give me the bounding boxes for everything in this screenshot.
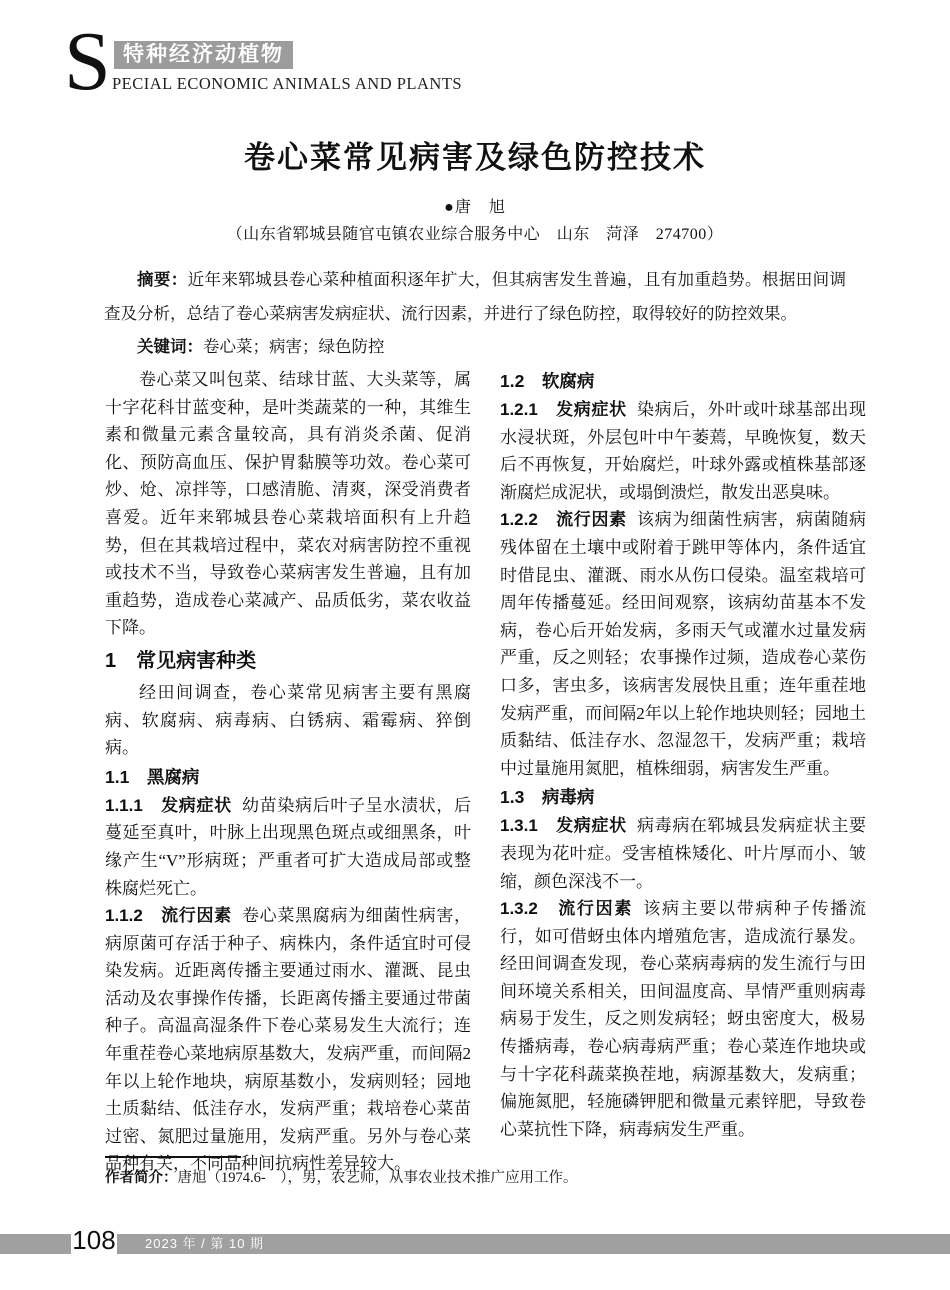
issue-label: 2023 年 / 第 10 期 xyxy=(145,1236,265,1251)
section-1-heading: 1 常见病害种类 xyxy=(105,649,257,672)
intro-paragraph: 卷心菜又叫包菜、结球甘蓝、大头菜等，属十字花科甘蓝变种，是叶类蔬菜的一种，其维生素和微量元素含量较高，具有消炎杀菌、促消化、预防高血压、保护胃黏膜等功效。卷心菜可炒、炝、凉拌等，口感清脆、清爽，深受消费者喜爱。近年来郓城县卷心菜栽培面积有上升趋势，但在其栽培过程中，菜农对病害防控不重视或技术不当，导致卷心菜病害发生普遍，且有加重趋势，造成卷心菜减产、品质低劣，菜农收益下降。 xyxy=(105,370,471,638)
paragraph-1-3-2-text: 该病主要以带病种子传播流行，如可借蚜虫体内增殖危害，造成流行暴发。经田间调查发现，卷心菜病毒病的发生流行与田间环境关系相关，田间温度高、旱情严重则病毒病易于发生，反之则发病轻；蚜虫密度大，极易传播病毒，卷心病毒病严重；卷心菜连作地块或与十字花科蔬菜换茬地，病源基数大，发病重；偏施氮肥，轻施磷钾肥和微量元素锌肥，导致卷心菜抗性下降，病毒病发生严重。 xyxy=(500,899,866,1139)
abstract-paragraph xyxy=(104,263,846,330)
page-footer xyxy=(0,1225,950,1255)
paragraph-1-3-2 xyxy=(500,895,866,1143)
paragraph-1-1-1-label: 1.1.1 发病症状 xyxy=(105,795,232,815)
paragraph-1-2-2-label: 1.2.2 流行因素 xyxy=(500,510,627,530)
page-number: 108 xyxy=(72,1225,116,1255)
journal-name-en: PECIAL ECONOMIC ANIMALS AND PLANTS xyxy=(112,74,463,93)
column-right xyxy=(500,366,866,1143)
paragraph-1-1-2-label: 1.1.2 流行因素 xyxy=(105,906,232,926)
paragraph-1-1-2 xyxy=(105,902,471,1178)
paragraph-1-2-2 xyxy=(500,506,866,782)
paragraph-1-3-2-label: 1.3.2 流行因素 xyxy=(500,899,634,919)
paragraph-1-2-2-text: 该病为细菌性病害，病菌随病残体留在土壤中或附着于跳甲等体内，条件适宜时借昆虫、灌溉、雨水从伤口侵染。温室栽培可周年传播蔓延。经田间观察，该病幼苗基本不发病，卷心后开始发病，多雨天气或灌水过量发病严重，反之则轻；农事操作过频，造成卷心菜伤口多，害虫多，该病害发展快且重；连年重茬地发病严重，而间隔2年以上轮作地块则轻；园地土质黏结、低洼存水、忽湿忽干，发病严重；栽培中过量施用氮肥，植株细弱，病害发生严重。 xyxy=(500,510,866,778)
paragraph-1-3-1 xyxy=(500,812,866,895)
column-left xyxy=(105,366,471,1178)
paragraph-1-2-1-text: 染病后，外叶或叶球基部出现水浸状斑，外层包叶中午萎蔫，早晚恢复，数天后不再恢复，开始腐烂，叶球外露或植株基部逐渐腐烂成泥状，或塌倒溃烂，散发出恶臭味。 xyxy=(500,400,866,502)
author-name: 唐 旭 xyxy=(454,199,506,216)
author-bio-label: 作者简介： xyxy=(105,1170,178,1186)
journal-initial-letter: S xyxy=(64,15,111,108)
keywords-text: 卷心菜；病害；绿色防控 xyxy=(203,337,385,356)
keywords-paragraph xyxy=(104,330,846,364)
abstract-block xyxy=(104,263,846,364)
paragraph-1-3-1-label: 1.3.1 发病症状 xyxy=(500,816,627,836)
paragraph-1-1-1-text: 幼苗染病后叶子呈水渍状，后蔓延至真叶，叶脉上出现黑色斑点或细黑条，叶缘产生“V”形病斑；严重者可扩大造成局部或整株腐烂死亡。 xyxy=(105,795,471,898)
paragraph-1-1-1 xyxy=(105,792,471,902)
author-bio-text: 唐旭（1974.6- ），男，农艺师，从事农业技术推广应用工作。 xyxy=(177,1170,578,1186)
author-bio-footnote xyxy=(105,1166,625,1190)
footer-bar-right xyxy=(117,1234,950,1254)
journal-name-cn-badge: 特种经济动植物 xyxy=(114,41,293,69)
author-bullet-icon: ● xyxy=(444,199,455,216)
article-title: 卷心菜常见病害及绿色防控技术 xyxy=(244,140,706,175)
section-1-3-heading: 1.3 病毒病 xyxy=(500,787,595,808)
paragraph-1-2-1 xyxy=(500,396,866,506)
affiliation: （山东省郓城县随官屯镇农业综合服务中心 山东 菏泽 274700） xyxy=(226,226,724,243)
paragraph-1-3-1-text: 病毒病在郓城县发病症状主要表现为花叶症。受害植株矮化、叶片厚而小、皱缩，颜色深浅不一。 xyxy=(500,816,866,891)
author-line xyxy=(0,194,950,217)
section-1-2-heading: 1.2 软腐病 xyxy=(500,371,595,391)
keywords-label: 关键词： xyxy=(137,338,203,356)
paragraph-1-1-2-text: 卷心菜黑腐病为细菌性病害，病原菌可存活于种子、病株内，条件适宜时可侵染发病。近距离传播主要通过雨水、灌溉、昆虫活动及农事操作传播，长距离传播主要通过带菌种子。高温高湿条件下卷心菜易发生大流行；连年重茬卷心菜地病原基数大，发病严重，而间隔2年以上轮作地块，病原基数小，发病则轻；园地土质黏结、低洼存水，发病严重；栽培卷心菜苗过密、氮肥过量施用，发病严重。另外与卷心菜品种有关，不同品种间抗病性差异较大。 xyxy=(105,906,471,1174)
journal-masthead xyxy=(64,15,484,108)
footnote-divider xyxy=(105,1156,241,1158)
abstract-label: 摘要： xyxy=(137,271,188,289)
section-1-paragraph: 经田间调查，卷心菜常见病害主要有黑腐病、软腐病、病毒病、白锈病、霜霉病、猝倒病。 xyxy=(105,682,471,758)
section-1-1-heading: 1.1 黑腐病 xyxy=(105,766,200,787)
paragraph-1-2-1-label: 1.2.1 发病症状 xyxy=(500,400,627,419)
footer-bar-left xyxy=(0,1234,71,1254)
abstract-text: 近年来郓城县卷心菜种植面积逐年扩大，但其病害发生普遍，且有加重趋势。根据田间调查及分析，总结了卷心菜病害发病症状、流行因素，并进行了绿色防控，取得较好的防控效果。 xyxy=(104,270,847,323)
